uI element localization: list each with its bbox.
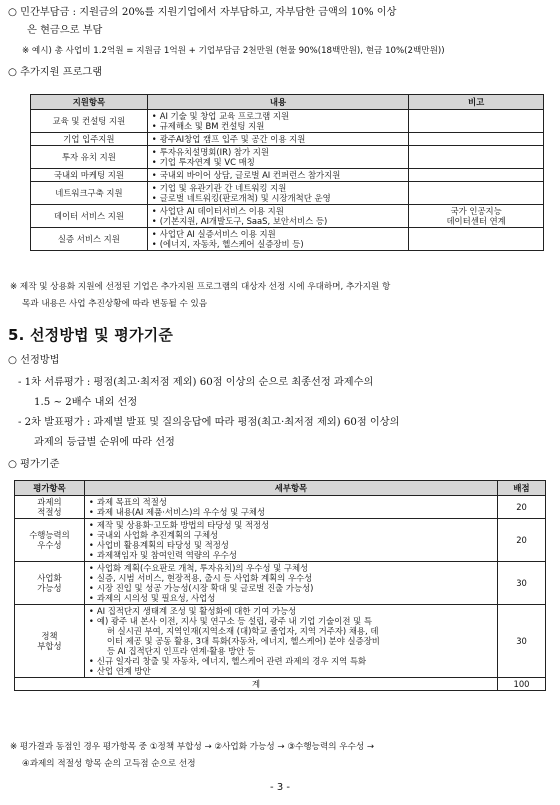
item-line: 적절성 bbox=[37, 507, 62, 517]
cell-item: 네트워크구축 지원 bbox=[31, 182, 148, 205]
cell-note bbox=[409, 182, 544, 205]
cell-content bbox=[84, 605, 497, 678]
cell-score: 30 bbox=[498, 605, 546, 678]
cell-content bbox=[147, 182, 408, 205]
item-line: 수행능력의 bbox=[29, 530, 70, 540]
list-item: • 사업비 활용계획의 타당성 및 적정성 bbox=[88, 540, 494, 550]
text: - 1차 서류평가 : 평점(최고·최저점 제외) 60점 이상의 순으로 최종선정 과제수의 bbox=[18, 377, 374, 388]
list-item-cont: • (기본지원, AI개발도구, SaaS, 보안서비스 등) bbox=[151, 216, 405, 226]
text: 은 현금으로 부담 bbox=[27, 25, 103, 36]
table-row bbox=[15, 562, 546, 605]
cell-item: 국내외 마케팅 지원 bbox=[31, 169, 148, 182]
list-item: • 국내외 사업화 추진계획의 구체성 bbox=[88, 530, 494, 540]
list-item: • 과제 내용(AI 제품·서비스)의 우수성 및 구체성 bbox=[88, 507, 494, 517]
table-row bbox=[31, 228, 544, 251]
cell-note bbox=[409, 228, 544, 251]
item-line: 사업화 bbox=[37, 573, 62, 583]
section-title bbox=[8, 326, 560, 344]
text: 5. 선정방법 및 평가기준 bbox=[8, 326, 174, 344]
page-number: - 3 - bbox=[270, 782, 290, 793]
text: ○ 추가지원 프로그램 bbox=[8, 67, 103, 78]
list-item: • 투자유치설명회(IR) 참가 지원 bbox=[151, 147, 405, 157]
text: - 2차 발표평가 : 과제별 발표 및 질의응답에 따라 평점(최고·최저점 제외) 60점 이상의 bbox=[18, 417, 400, 428]
table-row bbox=[15, 519, 546, 562]
list-item-cont: • 산업 연계 방안 bbox=[88, 666, 494, 676]
table-row bbox=[31, 169, 544, 182]
cell-note bbox=[409, 169, 544, 182]
cell-content bbox=[84, 519, 497, 562]
col-header: 지원항목 bbox=[31, 95, 148, 110]
total-score: 100 bbox=[498, 678, 546, 691]
cell-content bbox=[147, 169, 408, 182]
text: 목과 내용은 사업 추진상황에 따라 변동될 수 있음 bbox=[22, 299, 208, 309]
cell-item: 실증 서비스 지원 bbox=[31, 228, 148, 251]
text: 과제의 등급별 순위에 따라 선정 bbox=[34, 437, 175, 448]
col-header: 비고 bbox=[409, 95, 544, 110]
cell-note bbox=[409, 146, 544, 169]
list-item-cont: • (에너지, 자동차, 헬스케어 실증장비 등) bbox=[151, 239, 405, 249]
table-row bbox=[31, 110, 544, 133]
method-step-2-cont bbox=[34, 436, 560, 450]
note-tiebreak bbox=[10, 740, 560, 754]
evaluation-table bbox=[14, 480, 546, 691]
item-line: 가능성 bbox=[37, 583, 62, 593]
col-header: 세부항목 bbox=[84, 481, 497, 496]
example-line: 이터 제공 및 공동 활용, 3대 특화(자동차, 에너지, 헬스케어) 분야 실증장비 bbox=[106, 636, 380, 646]
cell-item bbox=[15, 605, 85, 678]
list-item: • 기업 및 유관기관 간 네트워킹 지원 bbox=[151, 183, 405, 193]
table-header-row bbox=[15, 481, 546, 496]
example-line: • 예) 광주 내 본사 이전, 지사 및 연구소 등 설립, 광주 내 기업 기술이전 및 특 bbox=[96, 616, 372, 626]
cell-score: 30 bbox=[498, 562, 546, 605]
text: ※ 예시) 총 사업비 1.2억원 = 지원금 1억원 + 기업부담금 2천만원 (현물 90%(18백만원), 현금 10%(2백만원)) bbox=[22, 46, 445, 56]
list-item: • 사업화 계획(수요판로 개척, 투자유치)의 우수성 및 구체성 bbox=[88, 563, 494, 573]
cell-item bbox=[15, 496, 85, 519]
cell-content bbox=[84, 562, 497, 605]
note-line: 국가 인공지능 bbox=[450, 206, 502, 216]
list-item: • 시장 진입 및 성공 가능성(시장 확대 및 글로벌 진출 가능성) bbox=[88, 583, 494, 593]
cell-score: 20 bbox=[498, 496, 546, 519]
table-row bbox=[31, 182, 544, 205]
method-step-2 bbox=[18, 416, 560, 430]
cell-item: 기업 입주지원 bbox=[31, 133, 148, 146]
heading-selection-method bbox=[8, 354, 560, 368]
example-block bbox=[88, 616, 494, 656]
col-header: 배점 bbox=[498, 481, 546, 496]
cell-item: 데이터 서비스 지원 bbox=[31, 205, 148, 228]
text: ※ 평가결과 동점인 경우 평가항목 중 ①정책 부합성 → ②사업화 가능성 → ③수행능력의 우수성 → bbox=[10, 742, 375, 752]
list-item: • 기업 투자연계 및 VC 매칭 bbox=[151, 157, 405, 167]
item-line: 정책 bbox=[41, 631, 58, 641]
text: ○ 민간부담금 : 지원금의 20%를 지원기업에서 자부담하고, 자부담한 금액의 10% 이상 bbox=[8, 7, 397, 18]
table-row bbox=[15, 496, 546, 519]
list-item: • 신규 일자리 창출 및 자동차, 에너지, 헬스케어 관련 과제의 경우 지역 특화 bbox=[88, 656, 494, 666]
list-item: • 과제의 시의성 및 필요성, 사업성 bbox=[88, 593, 494, 603]
note-priority-cont bbox=[22, 297, 560, 311]
list-item: • 국내외 바이어 상담, 글로벌 AI 컨퍼런스 참가지원 bbox=[151, 170, 405, 180]
total-label: 계 bbox=[15, 678, 498, 691]
item-line: 우수성 bbox=[37, 540, 62, 550]
cell-item bbox=[15, 562, 85, 605]
cell-note bbox=[409, 133, 544, 146]
cell-note bbox=[409, 110, 544, 133]
example-line: 허 실시권 부여, 지역인재(지역소재 (대)학교 졸업자, 지역 거주자) 채용, 데 bbox=[106, 626, 379, 636]
text: ○ 선정방법 bbox=[8, 355, 60, 366]
heading-extra-programs bbox=[8, 66, 560, 80]
list-item: • 광주AI창업 캠프 입주 및 공간 이용 지원 bbox=[151, 134, 405, 144]
list-item: • 글로벌 네트워킹(판로개척) 및 시장개척단 운영 bbox=[151, 193, 405, 203]
text: 1.5 ~ 2배수 내외 선정 bbox=[34, 397, 138, 408]
cell-content bbox=[147, 146, 408, 169]
note-line: 데이터센터 연계 bbox=[446, 216, 506, 226]
example-line: 등 AI 집적단지 인프라 연계·활용 방안 등 bbox=[106, 646, 256, 656]
list-item: • 실증, 시범 서비스, 현장적용, 출시 등 사업화 계획의 우수성 bbox=[88, 573, 494, 583]
item-line: 부합성 bbox=[37, 641, 62, 651]
table-row bbox=[31, 146, 544, 169]
paragraph-private-share bbox=[8, 6, 560, 20]
table-header-row bbox=[31, 95, 544, 110]
list-item: • 과제 목표의 적절성 bbox=[88, 497, 494, 507]
table-row bbox=[31, 133, 544, 146]
table-total-row bbox=[15, 678, 546, 691]
list-item: • AI 기술 및 창업 교육 프로그램 지원 bbox=[151, 111, 405, 121]
list-item: • AI 집적단지 생태계 조성 및 활성화에 대한 기여 가능성 bbox=[88, 606, 494, 616]
cell-item: 교육 및 컨설팅 지원 bbox=[31, 110, 148, 133]
note-tiebreak-cont bbox=[22, 757, 560, 771]
list-item: • 과제책임자 및 참여인력 역량의 우수성 bbox=[88, 550, 494, 560]
paragraph-private-share-cont bbox=[27, 24, 560, 38]
note-priority bbox=[10, 280, 560, 294]
list-item: • 사업단 AI 실증서비스 이용 지원 bbox=[151, 229, 405, 239]
cell-content bbox=[147, 228, 408, 251]
method-step-1 bbox=[18, 376, 560, 390]
text: ④과제의 적절성 항목 순의 고득점 순으로 선정 bbox=[22, 759, 196, 769]
cell-note bbox=[409, 205, 544, 228]
table-row bbox=[15, 605, 546, 678]
method-step-1-cont bbox=[34, 396, 560, 410]
text: ※ 제작 및 상용화 지원에 선정된 기업은 추가지원 프로그램의 대상자 선정 시에 우대하며, 추가지원 항 bbox=[10, 282, 391, 292]
cell-content bbox=[147, 133, 408, 146]
list-item: • 규제해소 및 BM 컨설팅 지원 bbox=[151, 121, 405, 131]
cell-content bbox=[84, 496, 497, 519]
list-item: • 제작 및 상용화·고도화 방법의 타당성 및 적정성 bbox=[88, 520, 494, 530]
cell-item: 투자 유치 지원 bbox=[31, 146, 148, 169]
col-header: 내용 bbox=[147, 95, 408, 110]
item-line: 과제의 bbox=[37, 497, 62, 507]
cell-content bbox=[147, 205, 408, 228]
cell-item bbox=[15, 519, 85, 562]
heading-criteria bbox=[8, 458, 560, 472]
list-item: • 사업단 AI 데이터서비스 이용 지원 bbox=[151, 206, 405, 216]
col-header: 평가항목 bbox=[15, 481, 85, 496]
text: ○ 평가기준 bbox=[8, 459, 60, 470]
cell-score: 20 bbox=[498, 519, 546, 562]
cell-content bbox=[147, 110, 408, 133]
note-example bbox=[22, 44, 560, 58]
table-row bbox=[31, 205, 544, 228]
support-program-table bbox=[30, 94, 544, 251]
